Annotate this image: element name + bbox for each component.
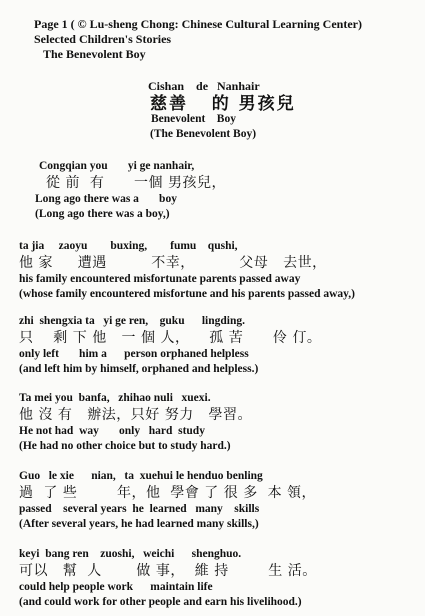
stanza-hanzi: 只 剩 下 他 一 個 人， 孤 苦 伶 仃。 xyxy=(19,330,322,346)
stanza-translation: (Long ago there was a boy,) xyxy=(35,208,170,220)
stanza-gloss: He not had way only hard study xyxy=(19,425,205,437)
title-pinyin: Cishan de Nanhair xyxy=(148,79,260,93)
stanza-hanzi: 他 家 遭遇 不幸， 父母 去世， xyxy=(19,255,327,271)
story-title-header: The Benevolent Boy xyxy=(43,47,146,61)
stanza-hanzi: 從 前 有 一個 男孩兒， xyxy=(46,175,227,191)
title-hanzi: 慈善 的 男孩兒 xyxy=(150,94,296,114)
stanza-hanzi: 他 沒 有 辦法，只好 努力 學習。 xyxy=(19,407,253,423)
stanza-translation: (He had no other choice but to study hard.) xyxy=(19,440,231,452)
stanza-hanzi: 可以 幫 人 做 事， 維 持 生 活。 xyxy=(19,563,317,579)
stanza-translation: (whose family encountered misfortune and his parents passed away,) xyxy=(19,288,355,300)
title-english: Benevolent Boy xyxy=(151,113,236,125)
stanza-gloss: his family encountered misfortunate parents passed away xyxy=(19,273,301,285)
stanza-translation: (After several years, he had learned many skills,) xyxy=(19,518,259,530)
stanza-pinyin: keyi bang ren zuoshi, weichi shenghuo. xyxy=(19,548,242,560)
stanza-hanzi: 過 了 些 年，他 學會 了 很 多 本 領， xyxy=(19,485,317,501)
collection-title: Selected Children's Stories xyxy=(34,32,172,46)
stanza-translation: (and left him by himself, orphaned and helpless.) xyxy=(19,363,259,375)
stanza-gloss: passed several years he learned many skills xyxy=(19,503,260,515)
page-header-line: Page 1 ( © Lu-sheng Chong: Chinese Cultural Learning Center) xyxy=(34,17,362,31)
stanza-pinyin: zhi shengxia ta yi ge ren, guku lingding. xyxy=(19,315,245,327)
stanza-pinyin: Congqian you yi ge nanhair, xyxy=(39,160,195,172)
stanza-gloss: Long ago there was a boy xyxy=(35,193,177,205)
stanza-translation: (and could work for other people and earn his livelihood.) xyxy=(19,596,302,608)
stanza-pinyin: Guo le xie nian, ta xuehui le henduo benling xyxy=(19,470,263,482)
stanza-gloss: could help people work maintain life xyxy=(19,581,213,593)
stanza-pinyin: Ta mei you banfa, zhihao nuli xuexi. xyxy=(19,392,211,404)
stanza-pinyin: ta jia zaoyu buxing, fumu qushi, xyxy=(19,240,238,252)
stanza-gloss: only left him a person orphaned helpless xyxy=(19,348,249,360)
title-translation: (The Benevolent Boy) xyxy=(150,128,257,140)
